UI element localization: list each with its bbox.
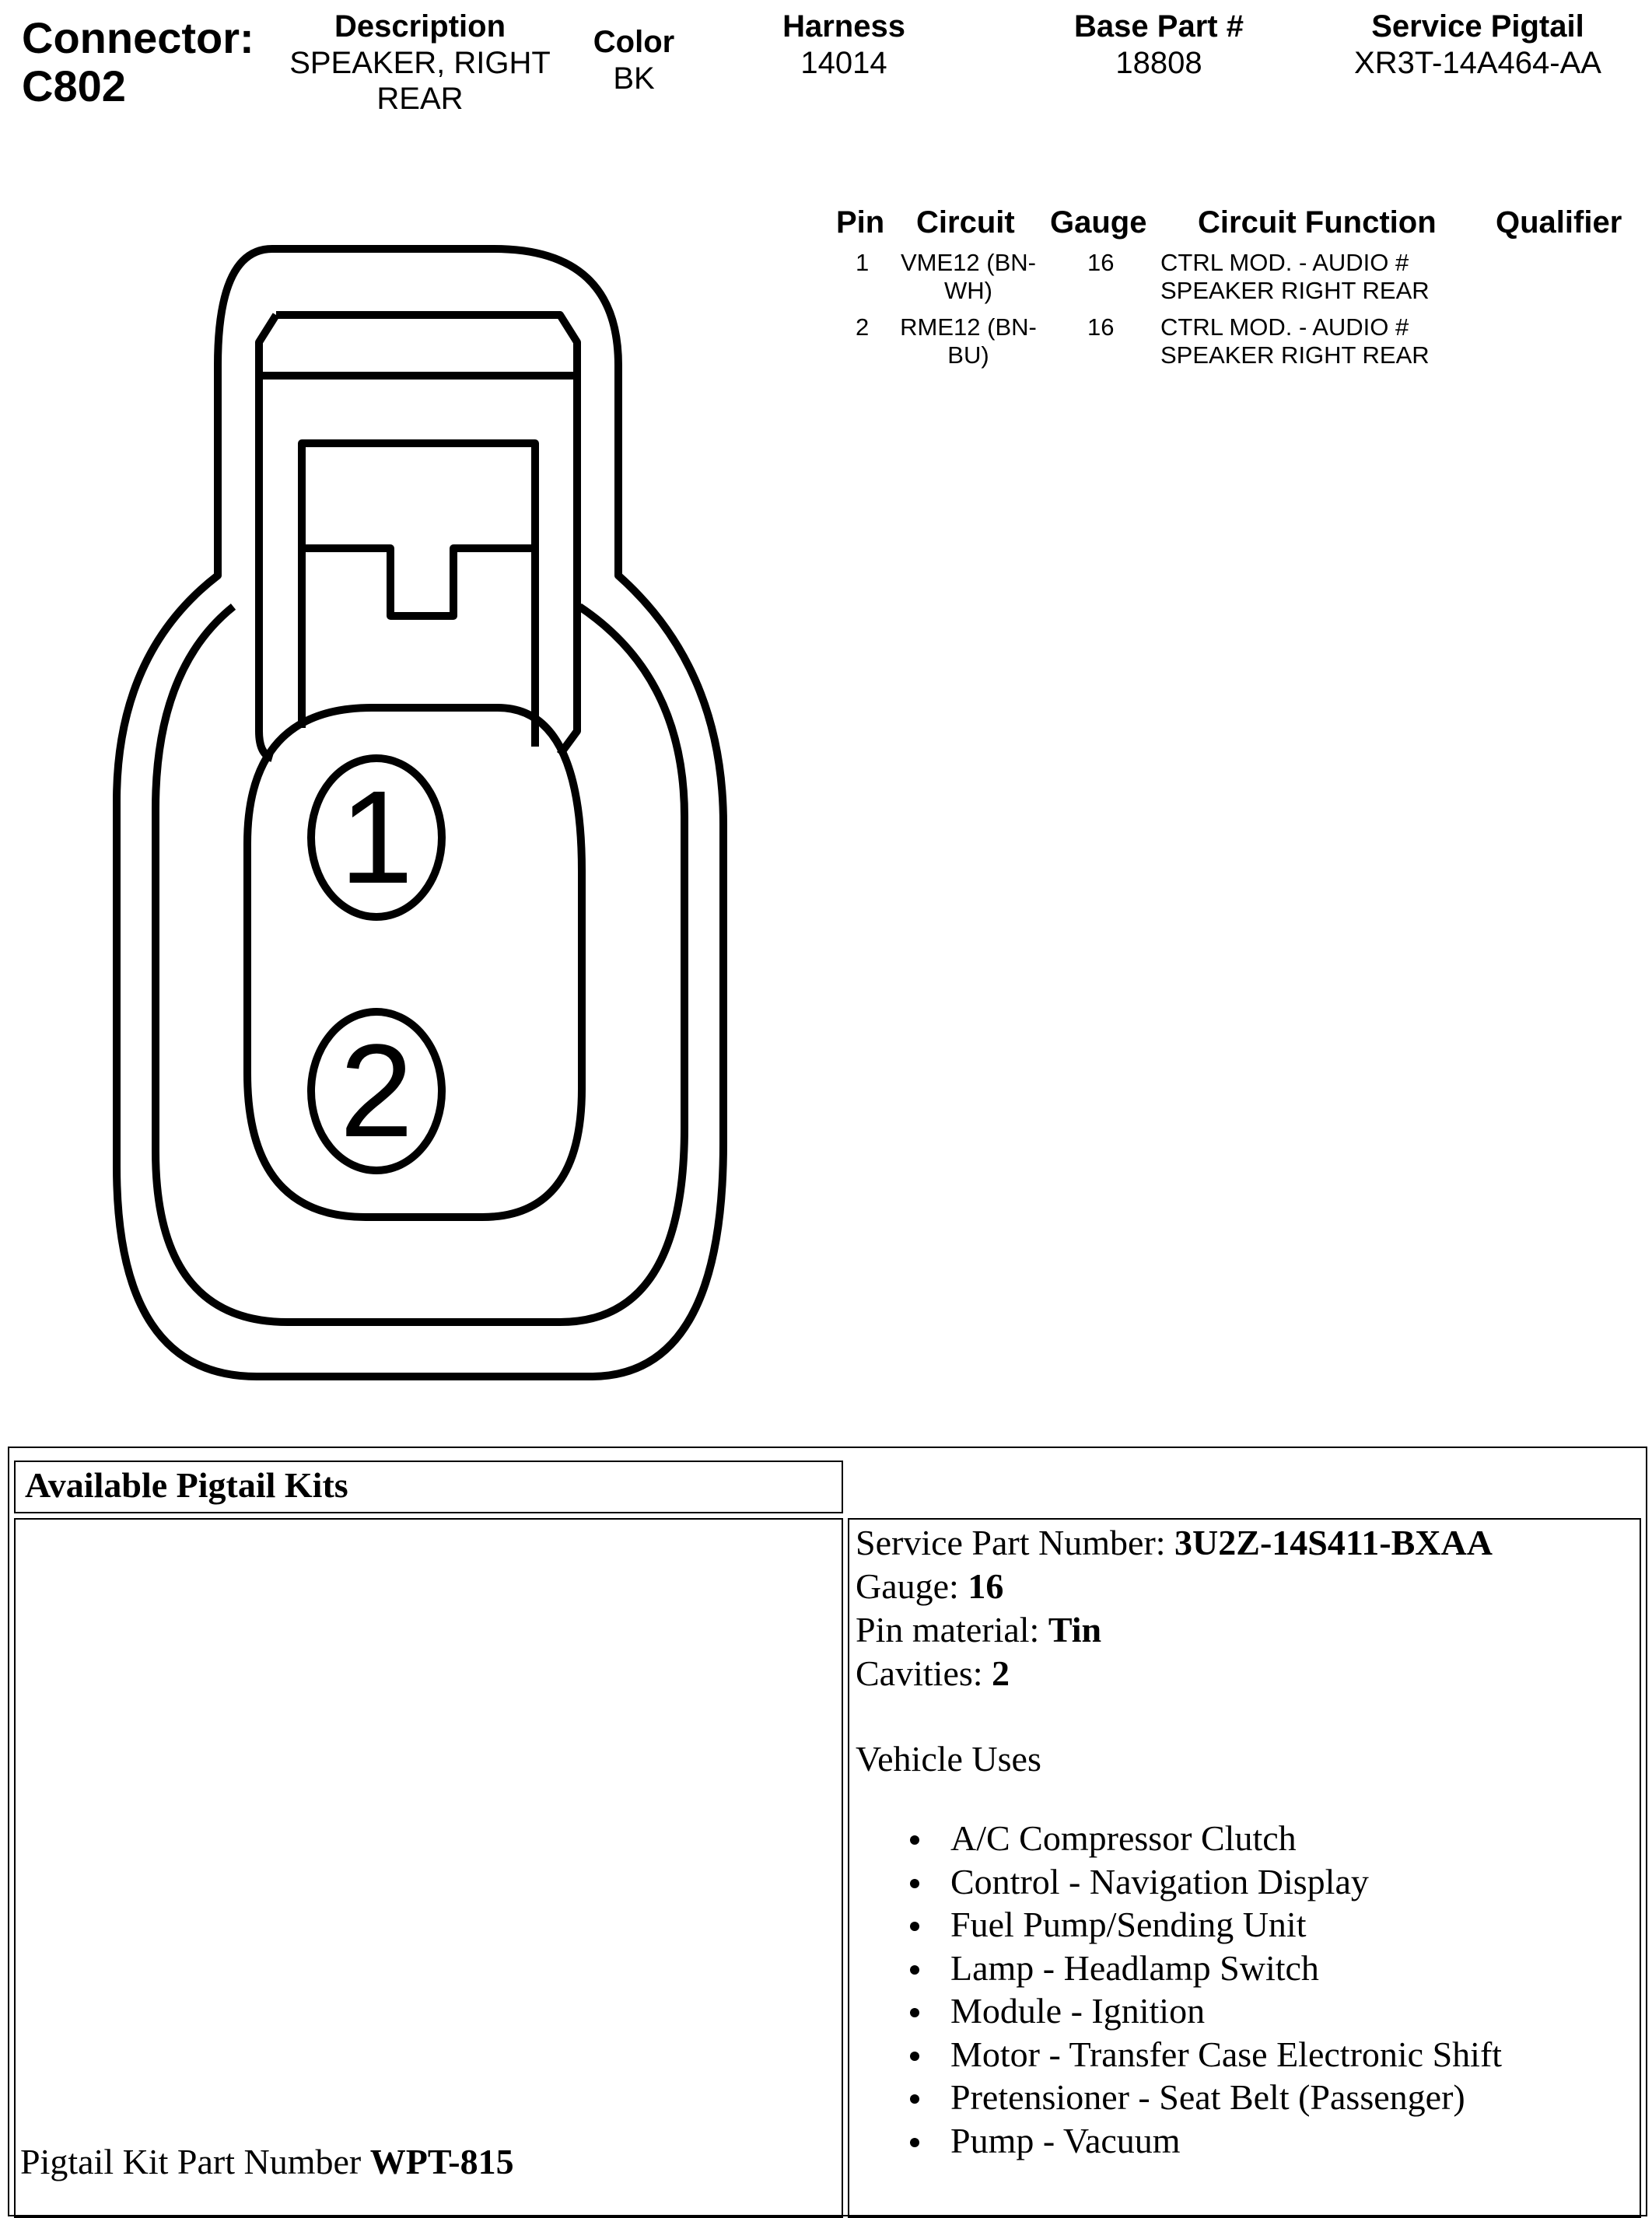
kit-part-number-line: [20, 2140, 514, 2184]
base-part-value: 18808: [1115, 46, 1202, 80]
service-pigtail-value: XR3T-14A464-AA: [1354, 46, 1601, 80]
vehicle-uses-heading: Vehicle Uses: [856, 1739, 1041, 1779]
list-item: Pretensioner - Seat Belt (Passenger): [910, 2076, 1502, 2119]
row1-gauge: 16: [1087, 249, 1115, 276]
description-line1: SPEAKER, RIGHT: [289, 46, 551, 80]
latch-tab: [259, 315, 577, 758]
gauge-col-header: Gauge: [1050, 205, 1147, 240]
row1-circuit-line2: WH): [944, 277, 992, 304]
list-item: A/C Compressor Clutch: [910, 1817, 1502, 1860]
connector-label: Connector:: [22, 13, 254, 62]
list-item: Pump - Vacuum: [910, 2119, 1502, 2163]
harness-value: 14014: [800, 46, 887, 80]
cavities-label: Cavities:: [856, 1653, 992, 1693]
row2-gauge: 16: [1087, 313, 1115, 341]
pin-material-value: Tin: [1048, 1610, 1102, 1650]
pin-material-line: [856, 1608, 1101, 1652]
function-col-header: Circuit Function: [1198, 205, 1437, 240]
row1-circuit: [894, 249, 1042, 305]
service-part-line: [856, 1521, 1493, 1565]
header-color: [576, 23, 692, 96]
pin-label-2: 2: [339, 1017, 414, 1165]
gauge-label: Gauge:: [856, 1566, 968, 1606]
connector-label-block: [22, 14, 254, 110]
vehicle-uses-list: [910, 1817, 1502, 2162]
list-item: Control - Navigation Display: [910, 1860, 1502, 1904]
qualifier-col-header: Qualifier: [1496, 205, 1622, 240]
connector-face-diagram: [0, 194, 747, 1392]
description-heading: Description: [334, 9, 506, 44]
kits-title: Available Pigtail Kits: [25, 1465, 348, 1505]
color-heading: Color: [593, 25, 675, 59]
pin-label-1: 1: [339, 764, 414, 911]
header-description: [264, 8, 576, 117]
base-part-heading: Base Part #: [1074, 9, 1244, 44]
row2-circuit-line1: RME12 (BN-: [900, 313, 1037, 341]
color-value: BK: [613, 61, 655, 96]
kit-part-number: WPT-815: [369, 2142, 514, 2181]
row2-pin: 2: [856, 313, 870, 341]
latch-notch: [306, 548, 531, 616]
kits-title-cell: [14, 1461, 843, 1513]
circuit-col-header: Circuit: [916, 205, 1015, 240]
list-item: Lamp - Headlamp Switch: [910, 1947, 1502, 1990]
pin-insert: [247, 708, 582, 1217]
housing-outer: [117, 249, 723, 1377]
gauge-line: [856, 1565, 1003, 1608]
gauge-value: 16: [968, 1566, 1004, 1606]
list-item: Module - Ignition: [910, 1989, 1502, 2033]
list-item: Motor - Transfer Case Electronic Shift: [910, 2033, 1502, 2076]
pin-material-label: Pin material:: [856, 1610, 1048, 1650]
row1-function-line2: SPEAKER RIGHT REAR: [1160, 277, 1430, 304]
header-service-pigtail: [1314, 8, 1641, 81]
cavities-line: [856, 1652, 1010, 1695]
header-harness: [735, 8, 953, 81]
description-line2: REAR: [376, 82, 464, 116]
row2-function: [1160, 313, 1430, 369]
service-part-number: 3U2Z-14S411-BXAA: [1174, 1523, 1493, 1562]
row1-pin: 1: [856, 249, 870, 276]
list-item: Fuel Pump/Sending Unit: [910, 1903, 1502, 1947]
service-part-label: Service Part Number:: [856, 1523, 1175, 1562]
row1-function: [1160, 249, 1430, 305]
service-pigtail-heading: Service Pigtail: [1371, 9, 1584, 44]
row2-circuit: [894, 313, 1042, 369]
row1-circuit-line1: VME12 (BN-: [901, 249, 1036, 276]
kit-part-label: Pigtail Kit Part Number: [20, 2142, 370, 2181]
row2-function-line1: CTRL MOD. - AUDIO #: [1160, 313, 1409, 341]
harness-heading: Harness: [782, 9, 905, 44]
row2-circuit-line2: BU): [947, 341, 989, 369]
pin-col-header: Pin: [836, 205, 885, 240]
header-base-part: [1034, 8, 1283, 81]
row2-function-line2: SPEAKER RIGHT REAR: [1160, 341, 1430, 369]
connector-id: C802: [22, 61, 126, 110]
latch-window: [302, 443, 535, 747]
cavities-value: 2: [992, 1653, 1010, 1693]
kit-image-cell: [14, 1518, 843, 2218]
row1-function-line1: CTRL MOD. - AUDIO #: [1160, 249, 1409, 276]
